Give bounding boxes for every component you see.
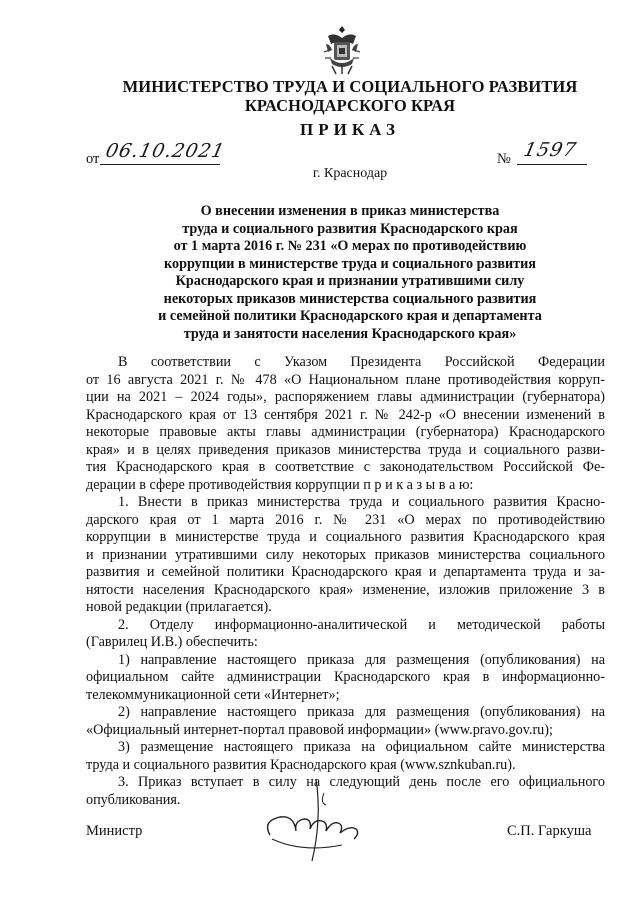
- document-type: ПРИКАЗ: [300, 120, 400, 139]
- body-line: дарского края от 1 марта 2016 г. № 231 «О мерах по противодействию: [86, 511, 605, 528]
- body-line: 1. Внести в приказ министерства труда и социального развития Красно-: [118, 494, 605, 510]
- date-label: от: [86, 151, 100, 167]
- body-line: 2) направление настоящего приказа для размещения (опубликования) на: [118, 704, 605, 720]
- document-title: [60, 203, 639, 343]
- ministry-name-line1: МИНИСТЕРСТВО ТРУДА И СОЦИАЛЬНОГО РАЗВИТИЯ: [122, 77, 578, 96]
- ministry-name-line2: КРАСНОДАРСКОГО КРАЯ: [244, 96, 456, 115]
- handwritten-signature: [258, 773, 378, 868]
- body-line: 1) направление настоящего приказа для размещения (опубликования) на: [118, 651, 605, 668]
- title-line: О внесении изменения в приказ министерства: [200, 203, 500, 219]
- body-line: от 16 августа 2021 г. № 478 «О Национальном плане противодействия корруп-: [86, 371, 605, 388]
- body-line: телекоммуникационной сети «Интернет»;: [86, 686, 340, 703]
- title-line: труда и занятости населения Краснодарского края»: [183, 325, 517, 342]
- city: г. Краснодар: [312, 166, 388, 181]
- body-line: новой редакции (прилагается).: [86, 599, 272, 615]
- body-line: развития и семейной политики Краснодарского края и департамента труда и за-: [86, 564, 605, 580]
- title-line: некоторых приказов министерства социального развития: [163, 290, 537, 307]
- number-value: 1597: [521, 139, 579, 161]
- title-line: и семейной политики Краснодарского края и департамента: [158, 308, 542, 324]
- body-line: «Официальный интернет-портал правовой информации» (www.pravo.gov.ru);: [86, 721, 553, 738]
- body-line: коррупции в министерстве труда и социального развития Краснодарского края: [86, 529, 605, 545]
- body-line: и признании утратившими силу некоторых приказов министерства социального: [86, 546, 605, 563]
- body-line: ции на 2021 – 2024 годы», распоряжением главы администрации (губернатора): [86, 389, 605, 405]
- title-line: коррупции в министерстве труда и социального развития: [164, 255, 536, 272]
- date-underline: [100, 164, 220, 165]
- body-line: официальном сайте администрации Краснодарского края в информационно-: [86, 669, 605, 685]
- body-line: труда и социального развития Краснодарского края (www.sznkuban.ru).: [86, 756, 516, 773]
- body-line: края» и в целях приведения приказов министерства труда и социального разви-: [86, 441, 605, 458]
- number-underline: [517, 164, 587, 165]
- body-line: опубликования.: [86, 791, 181, 808]
- body-line: Краснодарского края от 13 сентября 2021 г. № 242-р «О внесении изменений в: [86, 406, 605, 423]
- title-line: от 1 марта 2016 г. № 231 «О мерах по противодействию: [173, 238, 527, 254]
- document-body: [86, 354, 605, 809]
- signer-position: Министр: [86, 823, 143, 839]
- body-line: В соответствии с Указом Президента Российской Федерации: [118, 354, 605, 370]
- number-label: №: [497, 151, 511, 167]
- body-line: некоторые правовые акты главы администрации (губернатора) Краснодарского: [86, 424, 605, 440]
- body-line: 3. Приказ вступает в силу на следующий день после его официального: [118, 774, 605, 790]
- signer-name: С.П. Гаркуша: [507, 823, 592, 839]
- body-line: 2. Отделу информационно-аналитической и методической работы: [118, 616, 605, 633]
- title-line: Краснодарского края и признании утратившими силу: [175, 273, 525, 289]
- body-line: 3) размещение настоящего приказа на официальном сайте министерства: [118, 739, 605, 755]
- title-line: труда и социального развития Краснодарского края: [182, 220, 518, 237]
- body-line: нятости населения Краснодарского края» изменение, изложив приложение 3 в: [86, 581, 605, 598]
- body-line: (Гаврилец И.В.) обеспечить:: [86, 634, 258, 650]
- coat-of-arms-emblem: [322, 24, 362, 76]
- body-line: дерации в сфере противодействия коррупции п р и к а з ы в а ю:: [86, 476, 474, 493]
- date-value: 06.10.2021: [103, 140, 228, 162]
- body-line: тия Краснодарского края в соответствие с законодательством Российской Фе-: [86, 459, 605, 475]
